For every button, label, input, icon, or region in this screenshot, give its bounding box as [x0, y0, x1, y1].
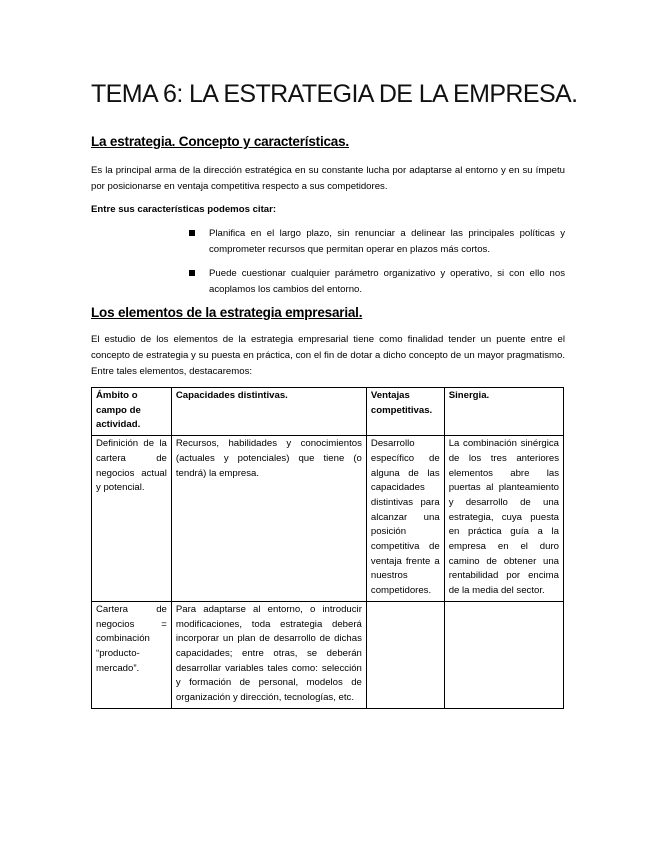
table-cell: Recursos, habilidades y conocimientos (actuales y potenciales) que tiene (o tendrá) la empresa. [171, 436, 366, 602]
table-header-cell: Ventajas competitivas. [366, 388, 444, 436]
table-header-cell: Sinergia. [444, 388, 563, 436]
list-item-text: Puede cuestionar cualquier parámetro organizativo y operativo, si con ello nos acoplamos los cambios del entorno. [209, 268, 565, 295]
table-cell [366, 601, 444, 708]
characteristics-intro: Entre sus características podemos citar: [91, 204, 277, 215]
table-cell: Para adaptarse al entorno, o introducir modificaciones, toda estrategia deberá incorporar un plan de desarrollo de dichas capacidades; entre otras, se deberán desarrollar variables tales como: selección y formación de personal, modelos de organización y dirección, tecnologías, etc. [171, 601, 366, 708]
strategy-paragraph: Es la principal arma de la dirección estratégica en su constante lucha por adaptarse al entorno y en su ímpetu por posicionarse en ventaja competitiva respecto a sus competidores. [91, 165, 565, 192]
square-bullet-icon [189, 230, 195, 236]
section-heading-elements: Los elementos de la estrategia empresarial. [91, 305, 363, 320]
characteristics-list [187, 226, 565, 306]
elements-table [91, 387, 564, 709]
page-title: TEMA 6: LA ESTRATEGIA DE LA EMPRESA. [91, 80, 578, 108]
table-header-row [92, 388, 564, 436]
table-row [92, 436, 564, 602]
table-cell: Cartera de negocios = combinación “producto-mercado”. [92, 601, 172, 708]
table-header-cell: Capacidades distintivas. [171, 388, 366, 436]
table-cell: Desarrollo específico de alguna de las capacidades distintivas para alcanzar una posición competitiva de ventaja frente a nuestros competidores. [366, 436, 444, 602]
list-item-text: Planifica en el largo plazo, sin renunciar a delinear las principales políticas y comprometer recursos que permitan operar en plazos más cortos. [209, 228, 565, 255]
section-heading-strategy: La estrategia. Concepto y características. [91, 134, 349, 149]
list-item [187, 226, 565, 258]
list-item [187, 266, 565, 298]
table-cell: La combinación sinérgica de los tres anteriores elementos abre las puertas al planteamiento y desarrollo de una estrategia, cuya puesta en práctica guía a la empresa en el duro camino de obtener una rentabilidad por encima de la media del sector. [444, 436, 563, 602]
table-cell: Definición de la cartera de negocios actual y potencial. [92, 436, 172, 602]
table-cell [444, 601, 563, 708]
table-row [92, 601, 564, 708]
elements-paragraph: El estudio de los elementos de la estrategia empresarial tiene como finalidad tender un puente entre el concepto de estrategia y su puesta en práctica, con el fin de dotar a dicho concepto de un mayor pragmatismo. Entre tales elementos, destacaremos: [91, 334, 565, 377]
table-header-cell: Ámbito o campo de actividad. [92, 388, 172, 436]
square-bullet-icon [189, 270, 195, 276]
